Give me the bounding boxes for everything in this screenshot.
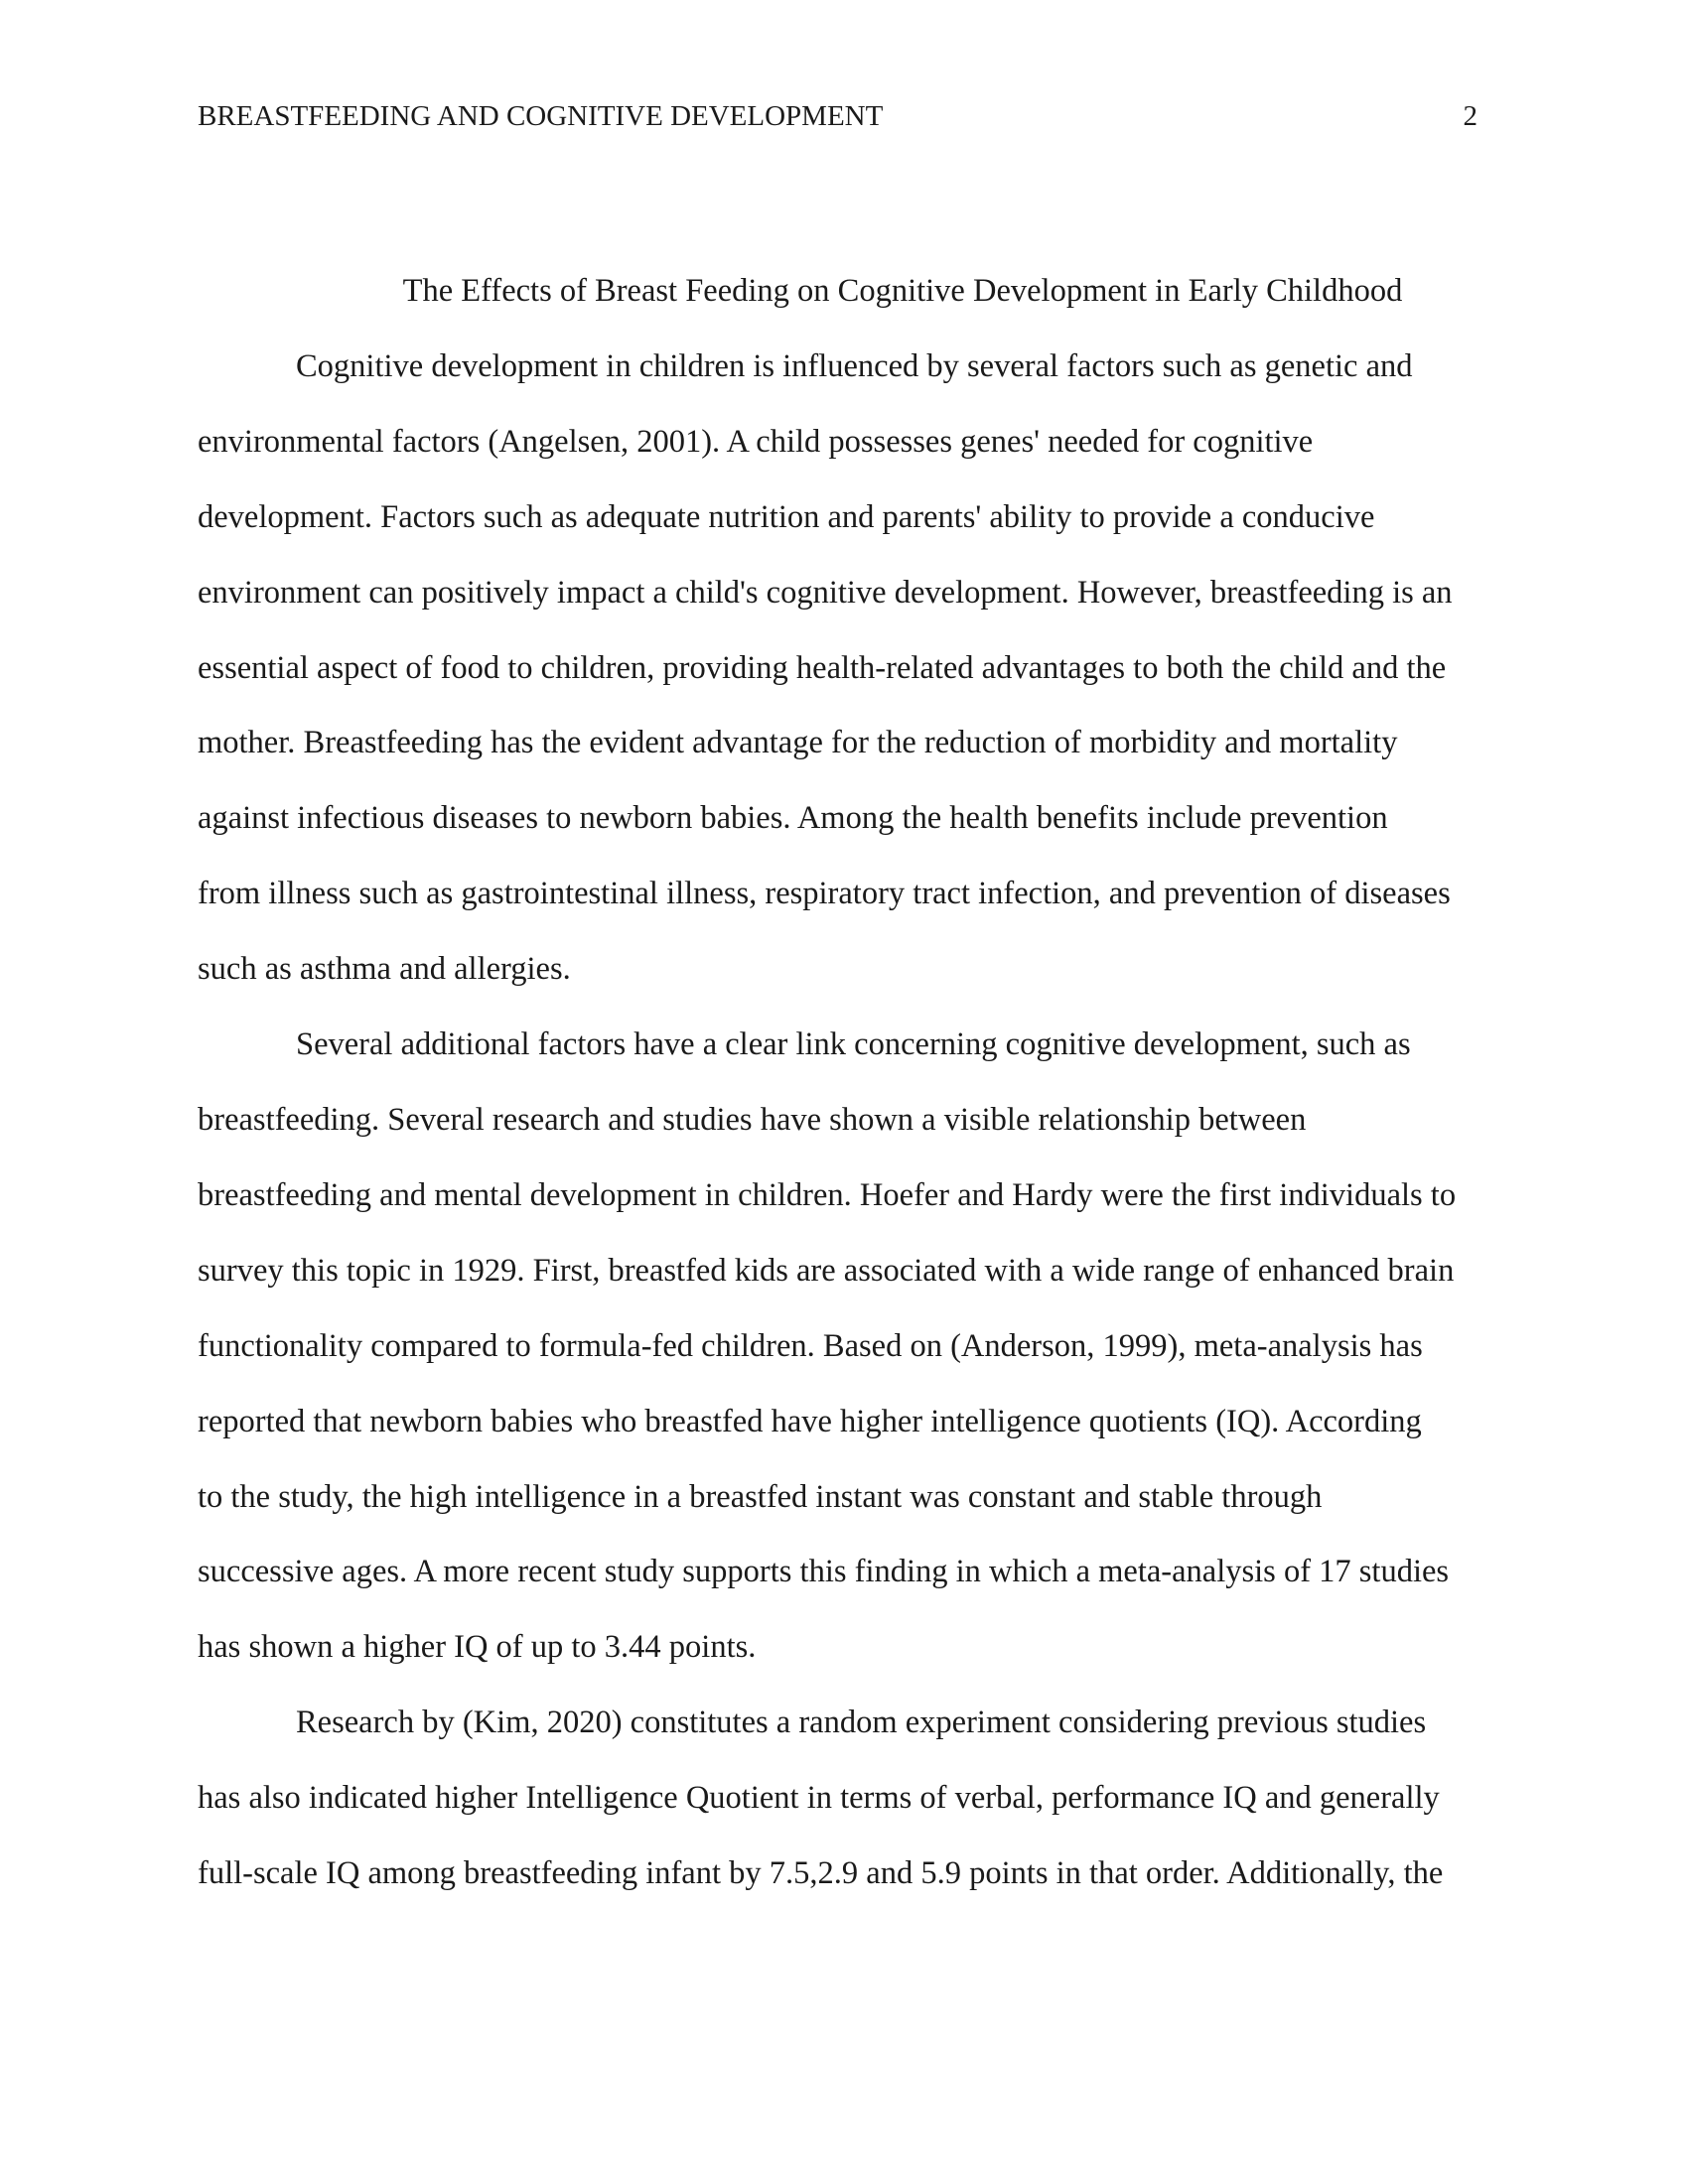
paragraph (198, 1686, 1508, 1912)
text-line: Several additional factors have a clear link concerning cognitive development, such as (296, 1026, 1411, 1063)
paragraph (198, 330, 1508, 1008)
text-line: essential aspect of food to children, providing health-related advantages to both the child and the (198, 649, 1447, 686)
text-line: against infectious diseases to newborn babies. Among the health benefits include prevention (198, 800, 1388, 837)
text-line: survey this topic in 1929. First, breastfed kids are associated with a wide range of enhanced brain (198, 1252, 1455, 1289)
text-line: Cognitive development in children is influenced by several factors such as genetic and (296, 347, 1413, 384)
text-line: successive ages. A more recent study supports this finding in which a meta-analysis of 17 studies (198, 1554, 1450, 1590)
text-line: reported that newborn babies who breastfed have higher intelligence quotients (IQ). According (198, 1403, 1422, 1439)
page-number: 2 (1463, 100, 1477, 132)
text-line: has shown a higher IQ of up to 3.44 points. (198, 1629, 757, 1666)
paper-title: The Effects of Breast Feeding on Cognitive Development in Early Childhood (402, 273, 1403, 309)
text-line: breastfeeding and mental development in children. Hoefer and Hardy were the first individuals to (198, 1176, 1457, 1213)
text-line: environment can positively impact a child's cognitive development. However, breastfeeding is an (198, 574, 1453, 611)
text-line: development. Factors such as adequate nutrition and parents' ability to provide a conducive (198, 498, 1375, 535)
text-line: breastfeeding. Several research and studies have shown a visible relationship between (198, 1101, 1307, 1138)
text-line: mother. Breastfeeding has the evident advantage for the reduction of morbidity and mortality (198, 725, 1398, 761)
text-line: full-scale IQ among breastfeeding infant by 7.5,2.9 and 5.9 points in that order. Additionally, the (198, 1855, 1444, 1892)
text-line: Research by (Kim, 2020) constitutes a random experiment considering previous studies (296, 1705, 1427, 1741)
text-line: from illness such as gastrointestinal illness, respiratory tract infection, and prevention of diseases (198, 876, 1451, 912)
text-line: has also indicated higher Intelligence Quotient in terms of verbal, performance IQ and generally (198, 1780, 1440, 1817)
document-body (198, 254, 1508, 1912)
text-line: such as asthma and allergies. (198, 951, 571, 988)
paragraph (198, 1008, 1508, 1686)
text-line: to the study, the high intelligence in a breastfed instant was constant and stable through (198, 1478, 1323, 1515)
running-head: BREASTFEEDING AND COGNITIVE DEVELOPMENT (198, 100, 884, 132)
text-line: environmental factors (Angelsen, 2001). A child possesses genes' needed for cognitive (198, 423, 1314, 460)
text-line: functionality compared to formula-fed children. Based on (Anderson, 1999), meta-analysis has (198, 1327, 1423, 1364)
